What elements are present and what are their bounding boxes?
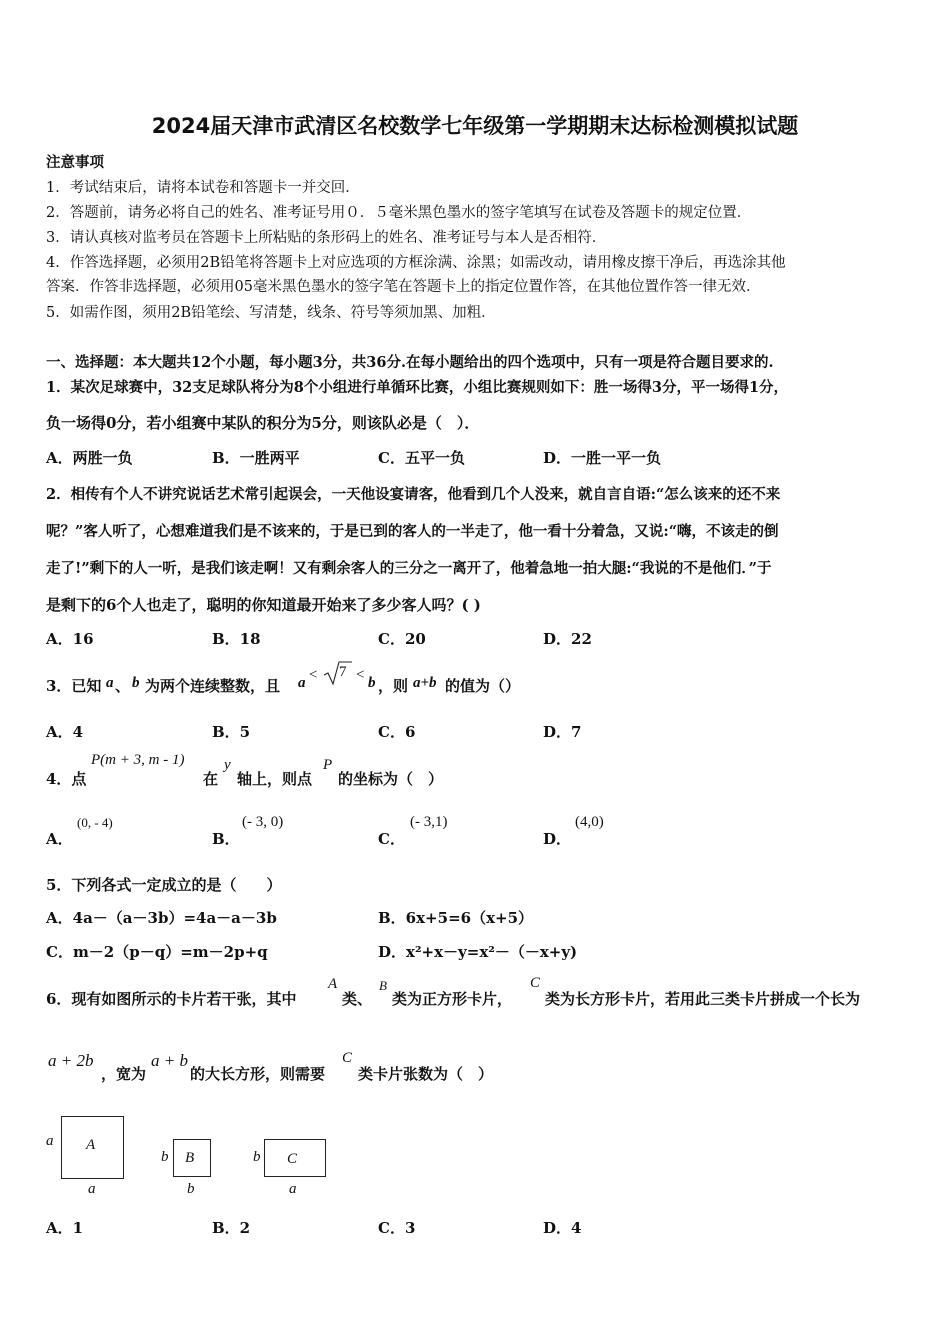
radicand: 7 [339,664,347,680]
sqrt-sign-icon [323,660,353,686]
card-a-label: A [86,1137,96,1153]
option-c[interactable]: C．五平一负 [378,449,465,467]
math-var: a [298,675,306,691]
notice-item: 4．作答选择题，必须用2B铅笔将答题卡上对应选项的方框涂满、涂黑；如需改动，请用橡皮擦干净后，再选涂其他 [46,255,786,271]
option-c[interactable]: C． [378,830,405,848]
option-b[interactable]: B．一胜两平 [212,449,300,467]
option-d[interactable]: D．7 [543,723,582,741]
option-c[interactable]: C．m－2（p－q）=m－2p+q [46,943,268,961]
question-text: 是剩下的6个人也走了，聪明的你知道最开始来了多少客人吗？( ) [46,596,481,614]
sqrt-expression [323,660,353,690]
math-expr: a + b [151,1051,188,1070]
math-expr: a + 2b [48,1051,94,1070]
option-d[interactable]: D．4 [543,1219,582,1237]
math-var: a [106,675,114,691]
option-d[interactable]: D．一胜一平一负 [543,449,662,467]
math-symbol: < [309,667,318,683]
question-text: 1．某次足球赛中，32支足球队将分为8个小组进行单循环比赛，小组比赛规则如下：胜一场得3分，平一场得1分， [46,379,789,396]
notice-item: 2．答题前，请务必将自己的姓名、准考证号用０．５毫米黑色墨水的签字笔填写在试卷及答题卡的规定位置． [46,205,752,221]
card-c-bottom-label: a [289,1181,297,1197]
section-heading: 一、选择题：本大题共12个小题，每小题3分，共36分.在每小题给出的四个选项中，只有一项是符合题目要求的. [46,354,774,371]
notice-heading: 注意事项 [46,154,104,171]
option-b-value[interactable]: (- 3, 0) [242,814,284,830]
option-d[interactable]: D．22 [543,630,592,648]
card-a-side-label: a [46,1133,54,1149]
math-var: P [323,757,333,773]
card-a-bottom-label: a [88,1181,96,1197]
question-text: 的值为（） [445,677,521,695]
question-text: 5．下列各式一定成立的是（ ） [46,876,282,894]
option-b[interactable]: B．5 [212,723,251,741]
option-d-value[interactable]: (4,0) [575,814,604,830]
card-c-label: C [287,1151,298,1167]
notice-item: 5．如需作图，须用2B铅笔绘、写清楚，线条、符号等须加黑、加粗． [46,305,496,321]
question-text: 、 [115,677,131,695]
option-a[interactable]: A．4a－（a－3b）=4a－a－3b [46,909,277,927]
question-text: 6．现有如图所示的卡片若干张，其中 [46,990,297,1008]
math-var: b [132,675,140,691]
question-text: 呢？”客人听了，心想难道我们是不该来的，于是已到的客人的一半走了，他一看十分着急，又说:“嗨，不该走的倒 [46,523,779,540]
question-text: 在 [203,770,219,788]
math-var: y [224,757,231,773]
card-c-side-label: b [253,1149,261,1165]
notice-item: 1．考试结束后，请将本试卷和答题卡一并交回． [46,180,360,196]
question-text: 3．已知 [46,677,102,695]
question-text: ，宽为 [101,1065,147,1083]
notice-item: 答案．作答非选择题，必须用05毫米黑色墨水的签字笔在答题卡上的指定位置作答，在其他位置作答一律无效． [46,279,761,295]
option-a-value[interactable]: (0, - 4) [77,815,113,830]
notice-item: 3．请认真核对监考员在答题卡上所粘贴的条形码上的姓名、准考证号与本人是否相符． [46,230,607,246]
option-a[interactable]: A．1 [46,1219,84,1237]
question-text: 类为长方形卡片，若用此三类卡片拼成一个长为 [545,990,861,1008]
option-d[interactable]: D．x²+x－y=x²－（－x+y) [378,943,578,961]
option-c[interactable]: C．20 [378,630,426,648]
option-a[interactable]: A．4 [46,723,84,741]
question-text: 类、 [342,990,373,1008]
option-a[interactable]: A．16 [46,630,94,648]
option-b[interactable]: B．18 [212,630,261,648]
math-var: B [379,978,387,993]
question-text: 的坐标为（ ） [338,770,444,788]
page-title: 2024届天津市武清区名校数学七年级第一学期期末达标检测模拟试题 [151,114,799,138]
question-text: 负一场得0分，若小组赛中某队的积分为5分，则该队必是（ ）． [46,414,480,432]
question-text: 类为正方形卡片， [392,990,513,1008]
option-a[interactable]: A． [46,830,73,848]
question-text: 为两个连续整数，且 [145,677,281,695]
question-text: 类卡片张数为（ ） [358,1065,494,1083]
card-b-label: B [185,1150,195,1166]
question-text: ，则 [378,677,409,695]
question-text: 轴上，则点 [237,770,313,788]
question-text: 的大长方形，则需要 [190,1065,326,1083]
option-d[interactable]: D． [543,830,572,848]
math-expr: a+b [413,675,437,691]
option-c[interactable]: C．6 [378,723,416,741]
option-c[interactable]: C．3 [378,1219,416,1237]
card-b-side-label: b [161,1149,169,1165]
option-b[interactable]: B． [212,830,240,848]
option-b[interactable]: B．2 [212,1219,251,1237]
question-text: 走了!”剩下的人一听，是我们该走啊！又有剩余客人的三分之一离开了，他着急地一拍大腿:“我说的不是他们．”于 [46,560,772,577]
option-a[interactable]: A．两胜一负 [46,449,133,467]
option-c-value[interactable]: (- 3,1) [410,814,448,830]
math-var: b [368,675,376,691]
math-var: C [530,975,541,991]
card-b-bottom-label: b [187,1181,195,1197]
math-var: C [342,1050,353,1066]
math-expr: P(m + 3, m - 1) [91,752,185,768]
math-var: A [328,976,338,992]
math-symbol: < [356,667,365,683]
question-text: 4．点 [46,770,87,788]
option-b[interactable]: B．6x+5=6（x+5） [378,909,534,927]
question-text: 2．相传有个人不讲究说话艺术常引起误会，一天他设宴请客，他看到几个人没来，就自言自语:“怎么该来的还不来 [46,486,781,503]
